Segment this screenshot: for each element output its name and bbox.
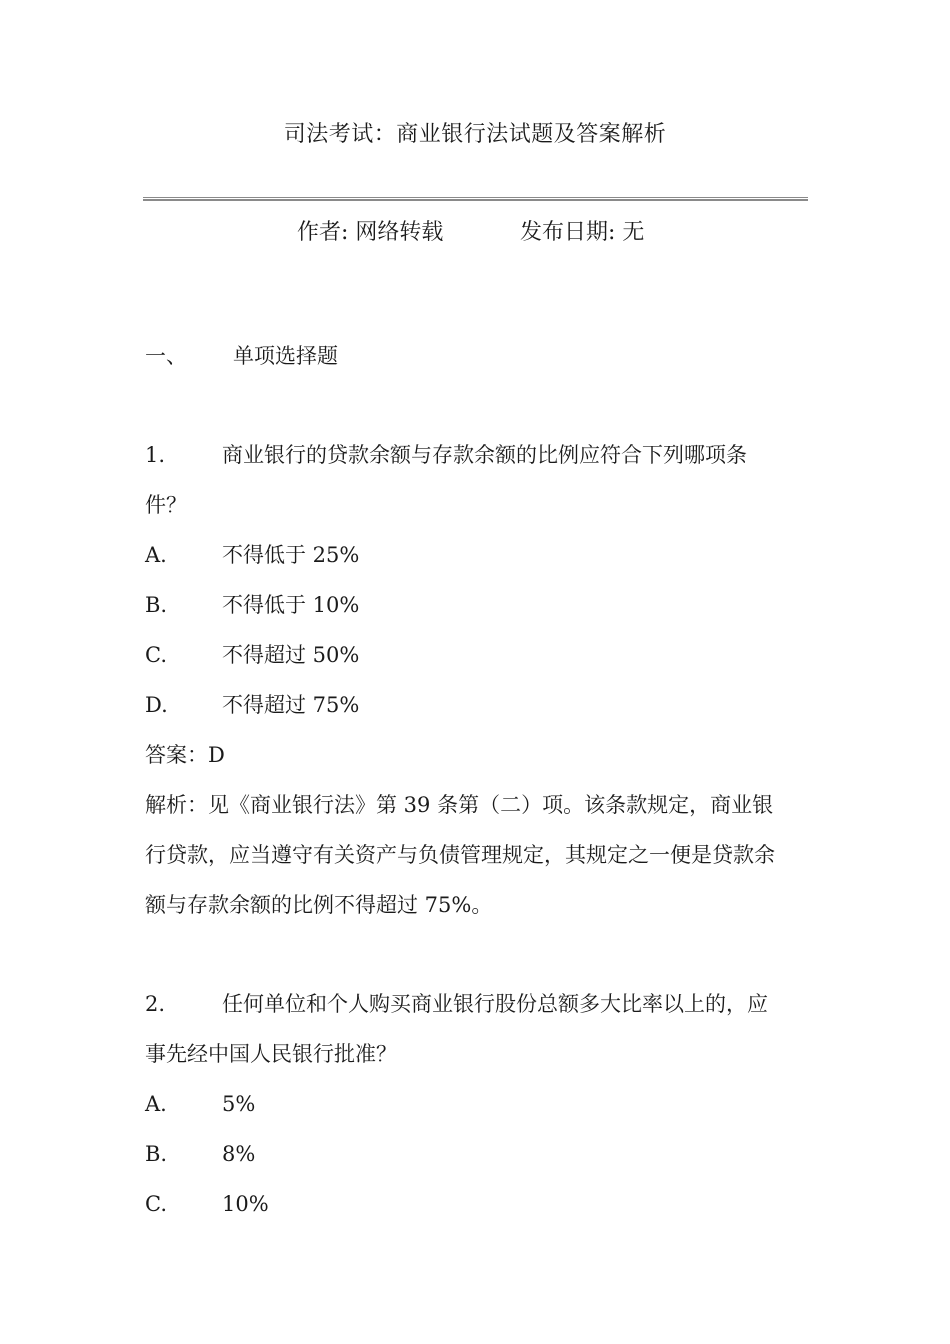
option-letter: C. (145, 643, 167, 667)
option-letter: B. (145, 1142, 168, 1166)
author-info: 作者: 网络转载 (297, 220, 444, 245)
option-text: 不得超过 50% (222, 643, 360, 667)
option-text: 不得低于 10% (222, 593, 360, 617)
title-divider (143, 197, 808, 201)
option-letter: A. (145, 1092, 167, 1116)
document-title: 司法考试：商业银行法试题及答案解析 (283, 122, 667, 147)
analysis-line: 行贷款，应当遵守有关资产与负债管理规定，其规定之一便是贷款余 (145, 843, 775, 867)
analysis-line: 解析：见《商业银行法》第 39 条第（二）项。该条款规定，商业银 (145, 793, 774, 817)
option-text: 不得低于 25% (222, 543, 360, 567)
option-letter: A. (145, 543, 167, 567)
section-title: 单项选择题 (233, 344, 338, 368)
option-text: 10% (222, 1192, 269, 1216)
analysis-line: 额与存款余额的比例不得超过 75%。 (145, 893, 493, 917)
option-letter: C. (145, 1192, 167, 1216)
question-number: 1. (145, 443, 166, 467)
question-number: 2. (145, 992, 166, 1016)
option-text: 8% (222, 1142, 256, 1166)
section-number: 一、 (145, 344, 187, 368)
option-letter: D. (145, 693, 168, 717)
question-stem: 任何单位和个人购买商业银行股份总额多大比率以上的，应 (222, 992, 768, 1016)
option-letter: B. (145, 593, 168, 617)
option-text: 5% (222, 1092, 256, 1116)
option-text: 不得超过 75% (222, 693, 360, 717)
question-stem-continued: 件？ (145, 493, 187, 517)
publish-date: 发布日期: 无 (520, 220, 645, 245)
answer-line: 答案：D (145, 743, 225, 767)
question-stem: 商业银行的贷款余额与存款余额的比例应符合下列哪项条 (222, 443, 747, 467)
question-stem-continued: 事先经中国人民银行批准？ (145, 1042, 397, 1066)
